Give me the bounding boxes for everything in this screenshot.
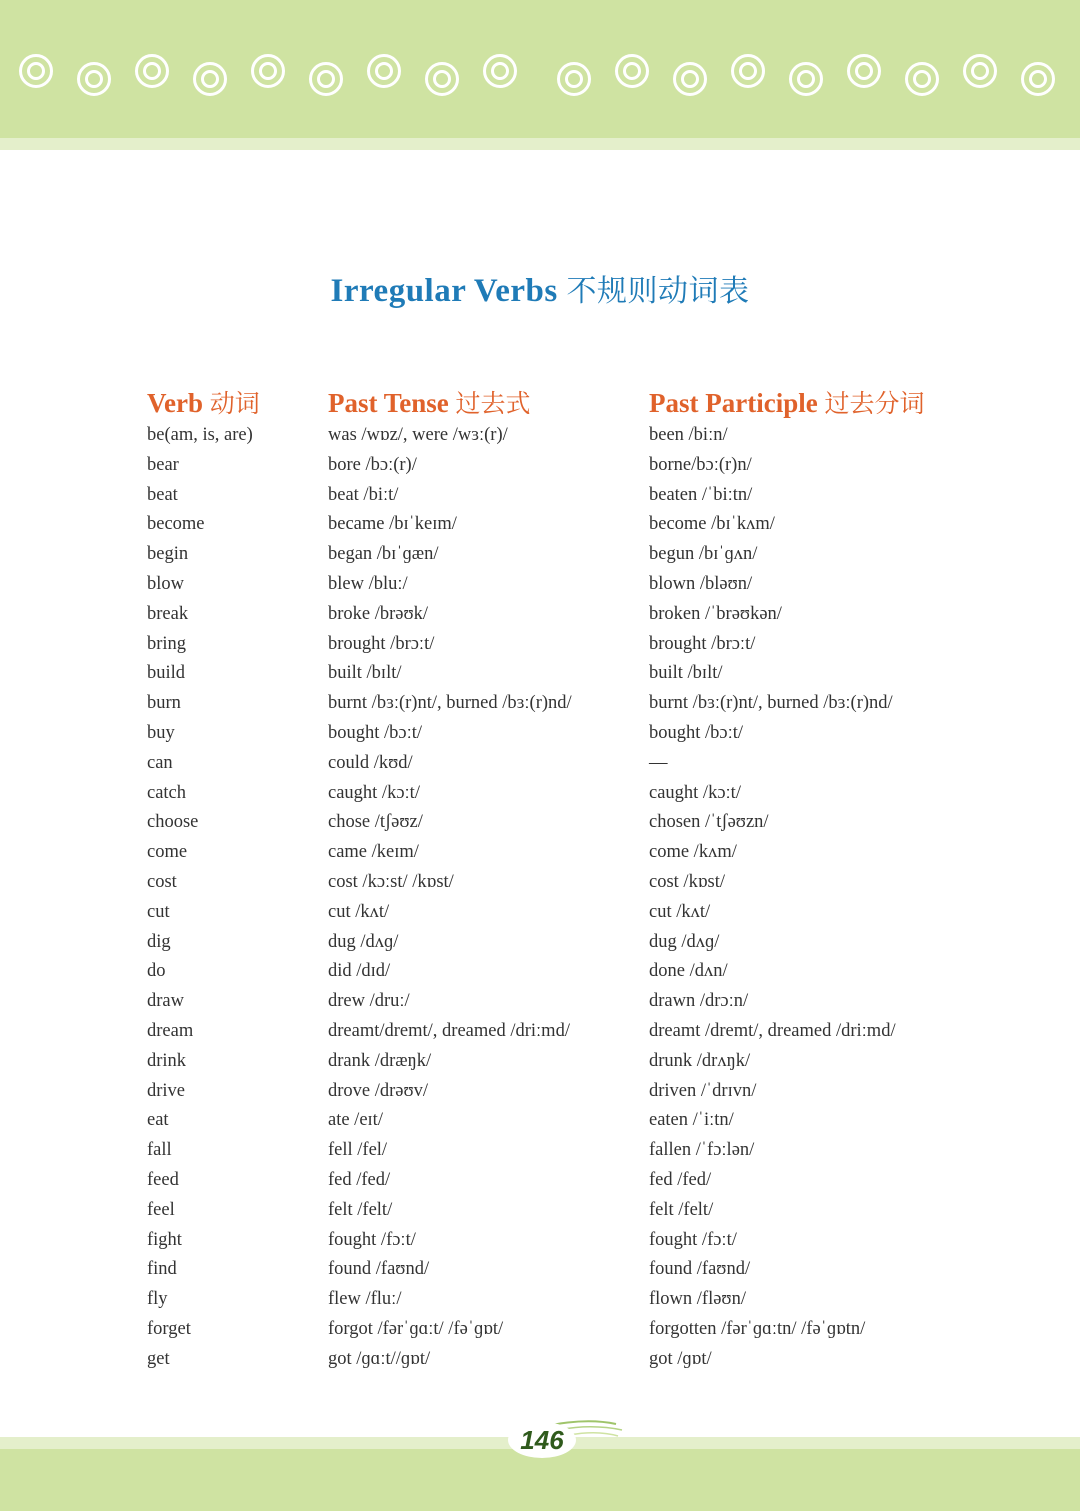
verb-cell: feed <box>147 1169 179 1190</box>
past-tense-cell: brought /brɔːt/ <box>328 633 435 654</box>
page-title-cn: 不规则动词表 <box>566 274 750 309</box>
past-tense-cell: bought /bɔːt/ <box>328 722 423 743</box>
ring-ornament <box>251 54 285 88</box>
past-tense-cell: did /dɪd/ <box>328 961 391 982</box>
verb-cell: dig <box>147 931 171 952</box>
verb-cell: beat <box>147 484 178 505</box>
header-past-en: Past Tense <box>328 388 449 418</box>
table-row <box>0 1017 1080 1047</box>
verb-cell: be(am, is, are) <box>147 425 253 445</box>
ring-ornament <box>615 54 649 88</box>
past-participle-cell: fallen /ˈfɔːlən/ <box>649 1140 755 1161</box>
past-tense-cell: came /keɪm/ <box>328 842 419 863</box>
table-row <box>0 1226 1080 1256</box>
ring-ornament <box>77 62 111 96</box>
verb-cell: get <box>147 1348 170 1369</box>
verb-cell: fight <box>147 1229 182 1250</box>
ring-ornament <box>557 62 591 96</box>
header-verb-en: Verb <box>147 388 204 418</box>
past-tense-cell: fought /fɔːt/ <box>328 1229 416 1250</box>
verb-cell: eat <box>147 1110 169 1131</box>
table-row <box>0 987 1080 1017</box>
table-row <box>0 540 1080 570</box>
past-tense-cell: dreamt/dremt/, dreamed /driːmd/ <box>328 1020 570 1041</box>
ring-ornament <box>905 62 939 96</box>
verb-cell: cost <box>147 871 177 892</box>
past-tense-cell: drove /drəʊv/ <box>328 1080 429 1101</box>
past-participle-cell: caught /kɔːt/ <box>649 782 741 803</box>
past-participle-cell: drawn /drɔːn/ <box>649 991 749 1012</box>
past-participle-cell: flown /fləʊn/ <box>649 1289 746 1310</box>
table-row <box>0 481 1080 511</box>
table-row <box>0 1047 1080 1077</box>
past-participle-cell: cost /kɒst/ <box>649 871 725 892</box>
verb-cell: build <box>147 663 186 684</box>
verb-cell: fall <box>147 1140 172 1161</box>
past-participle-cell: been /biːn/ <box>649 425 728 445</box>
table-row <box>0 1196 1080 1226</box>
table-row <box>0 928 1080 958</box>
past-tense-cell: could /kʊd/ <box>328 752 413 773</box>
past-participle-cell: fed /fed/ <box>649 1169 712 1190</box>
table-row <box>0 1345 1080 1375</box>
past-tense-cell: caught /kɔːt/ <box>328 782 420 803</box>
ring-ornament <box>367 54 401 88</box>
verb-cell: dream <box>147 1020 194 1041</box>
verb-cell: feel <box>147 1199 175 1220</box>
past-participle-cell: found /faʊnd/ <box>649 1259 751 1280</box>
table-row <box>0 600 1080 630</box>
past-participle-cell: dreamt /dremt/, dreamed /driːmd/ <box>649 1020 896 1041</box>
table-row <box>0 779 1080 809</box>
past-participle-cell: blown /bləʊn/ <box>649 573 753 594</box>
past-participle-cell: eaten /ˈiːtn/ <box>649 1110 734 1131</box>
past-participle-cell: done /dʌn/ <box>649 961 728 982</box>
verb-cell: cut <box>147 901 170 922</box>
past-participle-cell: bought /bɔːt/ <box>649 722 744 743</box>
past-tense-cell: cost /kɔːst/ /kɒst/ <box>328 871 454 892</box>
past-participle-cell: — <box>649 752 668 773</box>
past-tense-cell: bore /bɔː(r)/ <box>328 454 417 475</box>
verb-cell: break <box>147 603 189 624</box>
header-participle-cn: 过去分词 <box>824 389 925 418</box>
past-participle-cell: driven /ˈdrɪvn/ <box>649 1080 757 1101</box>
ring-ornament <box>1021 62 1055 96</box>
table-row <box>0 1077 1080 1107</box>
past-participle-cell: burnt /bɜː(r)nt/, burned /bɜː(r)nd/ <box>649 693 893 714</box>
verb-table <box>0 421 1080 1375</box>
table-row <box>0 1106 1080 1136</box>
header-verb <box>147 384 260 420</box>
ring-ornament <box>309 62 343 96</box>
verb-cell: come <box>147 842 188 863</box>
page-number-badge <box>498 1414 628 1460</box>
ring-ornament <box>731 54 765 88</box>
table-row <box>0 957 1080 987</box>
ring-ornament <box>19 54 53 88</box>
ring-ornament <box>673 62 707 96</box>
table-row <box>0 421 1080 451</box>
past-participle-cell: chosen /ˈtʃəʊzn/ <box>649 812 769 833</box>
ring-ornament <box>847 54 881 88</box>
past-tense-cell: felt /felt/ <box>328 1199 393 1220</box>
past-participle-cell: dug /dʌɡ/ <box>649 931 720 952</box>
verb-cell: blow <box>147 573 184 594</box>
past-participle-cell: begun /bɪˈɡʌn/ <box>649 544 758 565</box>
table-row <box>0 838 1080 868</box>
table-row <box>0 719 1080 749</box>
past-tense-cell: drank /dræŋk/ <box>328 1050 432 1071</box>
verb-cell: begin <box>147 544 189 565</box>
past-tense-cell: got /ɡɑːt//ɡɒt/ <box>328 1348 431 1369</box>
past-tense-cell: fed /fed/ <box>328 1169 391 1190</box>
page-number: 146 <box>520 1425 564 1455</box>
table-row <box>0 749 1080 779</box>
verb-cell: become <box>147 514 205 535</box>
ring-ornament <box>483 54 517 88</box>
verb-cell: bear <box>147 454 179 475</box>
top-decorative-strip <box>0 138 1080 150</box>
verb-cell: burn <box>147 693 181 714</box>
verb-cell: drink <box>147 1050 187 1071</box>
table-row <box>0 630 1080 660</box>
table-row <box>0 1136 1080 1166</box>
past-tense-cell: built /bɪlt/ <box>328 663 402 684</box>
table-row <box>0 570 1080 600</box>
past-participle-cell: cut /kʌt/ <box>649 901 711 922</box>
past-participle-cell: beaten /ˈbiːtn/ <box>649 484 753 505</box>
past-participle-cell: drunk /drʌŋk/ <box>649 1050 751 1071</box>
table-row <box>0 1255 1080 1285</box>
ring-ornament <box>789 62 823 96</box>
table-row <box>0 689 1080 719</box>
past-participle-cell: built /bɪlt/ <box>649 663 723 684</box>
past-participle-cell: come /kʌm/ <box>649 842 737 863</box>
header-participle-en: Past Participle <box>649 388 818 418</box>
table-row <box>0 659 1080 689</box>
verb-cell: buy <box>147 722 175 743</box>
table-row <box>0 808 1080 838</box>
past-participle-cell: borne/bɔː(r)n/ <box>649 454 752 475</box>
table-row <box>0 1285 1080 1315</box>
verb-cell: catch <box>147 782 187 803</box>
past-tense-cell: began /bɪˈɡæn/ <box>328 544 439 565</box>
ring-ornament <box>193 62 227 96</box>
past-tense-cell: ate /eɪt/ <box>328 1110 383 1131</box>
verb-cell: bring <box>147 633 187 654</box>
ring-ornament <box>425 62 459 96</box>
table-row <box>0 868 1080 898</box>
past-participle-cell: got /ɡɒt/ <box>649 1348 712 1369</box>
verb-cell: fly <box>147 1289 168 1310</box>
past-tense-cell: became /bɪˈkeɪm/ <box>328 514 457 535</box>
past-participle-cell: become /bɪˈkʌm/ <box>649 514 775 535</box>
past-tense-cell: fell /fel/ <box>328 1140 388 1161</box>
past-participle-cell: broken /ˈbrəʊkən/ <box>649 603 782 624</box>
past-tense-cell: blew /bluː/ <box>328 573 408 594</box>
past-participle-cell: felt /felt/ <box>649 1199 714 1220</box>
past-tense-cell: cut /kʌt/ <box>328 901 390 922</box>
table-row <box>0 1315 1080 1345</box>
past-tense-cell: burnt /bɜː(r)nt/, burned /bɜː(r)nd/ <box>328 693 572 714</box>
header-verb-cn: 动词 <box>209 389 260 418</box>
verb-cell: forget <box>147 1318 191 1339</box>
past-tense-cell: dug /dʌɡ/ <box>328 931 399 952</box>
header-past-tense <box>328 384 531 420</box>
verb-cell: drive <box>147 1080 186 1101</box>
past-tense-cell: was /wɒz/, were /wɜː(r)/ <box>328 425 508 445</box>
verb-cell: can <box>147 752 173 773</box>
verb-cell: draw <box>147 991 184 1012</box>
past-participle-cell: forgotten /fərˈɡɑːtn/ /fəˈɡɒtn/ <box>649 1318 866 1339</box>
past-tense-cell: drew /druː/ <box>328 991 410 1012</box>
ring-ornament <box>963 54 997 88</box>
table-row <box>0 510 1080 540</box>
table-row <box>0 451 1080 481</box>
header-past-participle <box>649 384 924 420</box>
verb-cell: find <box>147 1259 177 1280</box>
past-tense-cell: forgot /fərˈɡɑːt/ /fəˈɡɒt/ <box>328 1318 504 1339</box>
table-row <box>0 898 1080 928</box>
header-past-cn: 过去式 <box>455 389 531 418</box>
ring-ornament <box>135 54 169 88</box>
table-row <box>0 1166 1080 1196</box>
past-tense-cell: flew /fluː/ <box>328 1289 402 1310</box>
past-tense-cell: chose /tʃəʊz/ <box>328 812 423 833</box>
verb-cell: do <box>147 961 166 982</box>
verb-cell: choose <box>147 812 199 833</box>
page-title-en: Irregular Verbs <box>330 273 558 309</box>
past-tense-cell: found /faʊnd/ <box>328 1259 430 1280</box>
page-title <box>0 266 1080 310</box>
past-tense-cell: broke /brəʊk/ <box>328 603 429 624</box>
past-participle-cell: brought /brɔːt/ <box>649 633 756 654</box>
past-participle-cell: fought /fɔːt/ <box>649 1229 737 1250</box>
past-tense-cell: beat /biːt/ <box>328 484 399 505</box>
